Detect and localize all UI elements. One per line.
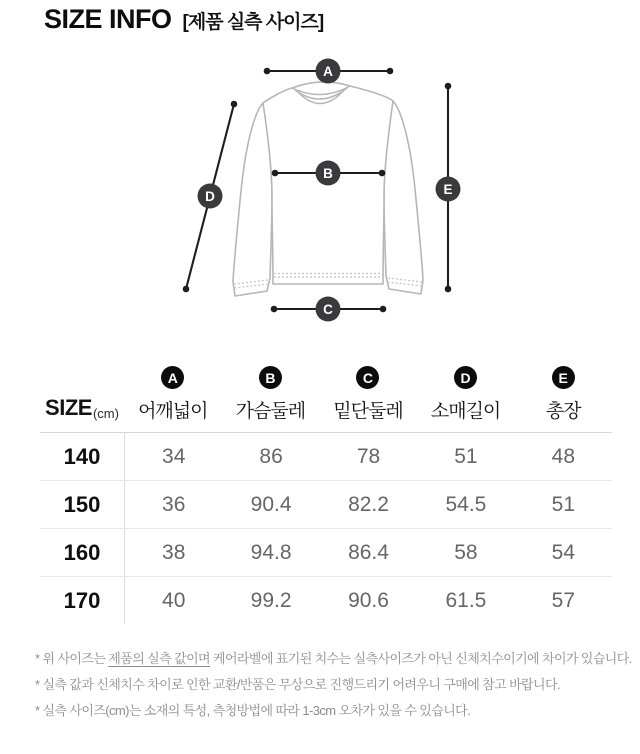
column-label: 어깨넓이	[138, 401, 208, 422]
table-row-170	[40, 576, 612, 624]
value-cell: 86.4	[348, 540, 389, 564]
column-badge-e: E	[552, 366, 575, 389]
column-label: 총장	[545, 401, 581, 422]
size-cell: 170	[63, 587, 101, 613]
column-header-a	[124, 366, 222, 423]
column-header-c	[319, 366, 417, 423]
value-cell: 86	[259, 444, 283, 468]
note-line-1: * 위 사이즈는 제품의 실측 값이며 케어라벨에 표기된 치수는 실측사이즈가 아닌 신체치수이기에 차이가 있습니다.	[35, 651, 632, 666]
svg-text:D: D	[205, 188, 215, 204]
note-line-2: * 실측 값과 신체치수 차이로 인한 교환/반품은 무상으로 진행드리기 어려우니 구매에 참고 바랍니다.	[35, 677, 560, 692]
size-header-word: SIZE	[45, 395, 92, 420]
garment-diagram	[160, 56, 480, 356]
column-badge-a: A	[161, 366, 184, 389]
value-cell: 51	[454, 444, 478, 468]
value-cell: 61.5	[445, 588, 487, 612]
size-table	[40, 366, 612, 624]
value-cell: 36	[124, 481, 222, 528]
value-cell: 51	[551, 492, 575, 516]
column-label: 소매길이	[430, 401, 501, 422]
value-cell: 54	[551, 540, 575, 564]
left-sleeve	[233, 103, 272, 296]
underlined-note-text: 제품의 실측 값이며	[108, 651, 210, 666]
marker-badge-d	[198, 184, 223, 209]
value-cell: 48	[551, 444, 575, 468]
footnotes	[35, 646, 640, 724]
value-cell: 57	[551, 588, 575, 612]
value-cell: 99.2	[250, 588, 292, 612]
column-header-e	[514, 366, 612, 423]
table-header-row	[40, 366, 612, 433]
column-header-d	[417, 366, 515, 423]
value-cell: 54.5	[445, 492, 487, 516]
value-cell: 82.2	[348, 492, 389, 516]
size-column-header	[40, 366, 124, 423]
value-cell: 38	[124, 529, 222, 576]
column-badge-c: C	[356, 366, 379, 389]
value-cell: 34	[124, 433, 222, 480]
value-cell: 78	[356, 444, 381, 468]
size-cell: 150	[63, 491, 101, 517]
svg-text:B: B	[323, 165, 333, 181]
column-badge-d: D	[454, 366, 477, 389]
marker-badge-a	[316, 59, 341, 84]
page-subtitle: [제품 실측 사이즈]	[182, 12, 324, 33]
column-label: 밑단둘레	[333, 401, 403, 422]
value-cell: 90.4	[250, 492, 292, 516]
page-title: SIZE INFO	[44, 4, 172, 34]
table-row-160	[40, 528, 612, 576]
table-row-140	[40, 433, 612, 480]
column-badge-b: B	[259, 366, 282, 389]
table-row-150	[40, 480, 612, 528]
garment-diagram-svg	[160, 56, 480, 356]
size-cell: 160	[63, 539, 101, 565]
column-label: 가슴둘레	[235, 401, 306, 422]
value-cell: 90.6	[348, 588, 389, 612]
column-header-b	[222, 366, 320, 423]
svg-text:E: E	[443, 181, 453, 197]
marker-badge-e	[436, 177, 461, 202]
svg-text:C: C	[323, 301, 333, 317]
svg-text:A: A	[323, 63, 333, 79]
header	[0, 0, 640, 35]
marker-badge-b	[316, 161, 341, 186]
value-cell: 40	[124, 577, 222, 624]
note-line-3: * 실측 사이즈(cm)는 소재의 특성, 측청방법에 따라 1-3cm 오차가 있을 수 있습니다.	[35, 703, 471, 718]
value-cell: 94.8	[250, 540, 292, 564]
marker-badge-c	[316, 297, 341, 322]
size-header-unit: (cm)	[92, 406, 119, 421]
value-cell: 58	[454, 540, 478, 564]
size-cell: 140	[63, 443, 101, 469]
table-body	[40, 433, 612, 624]
